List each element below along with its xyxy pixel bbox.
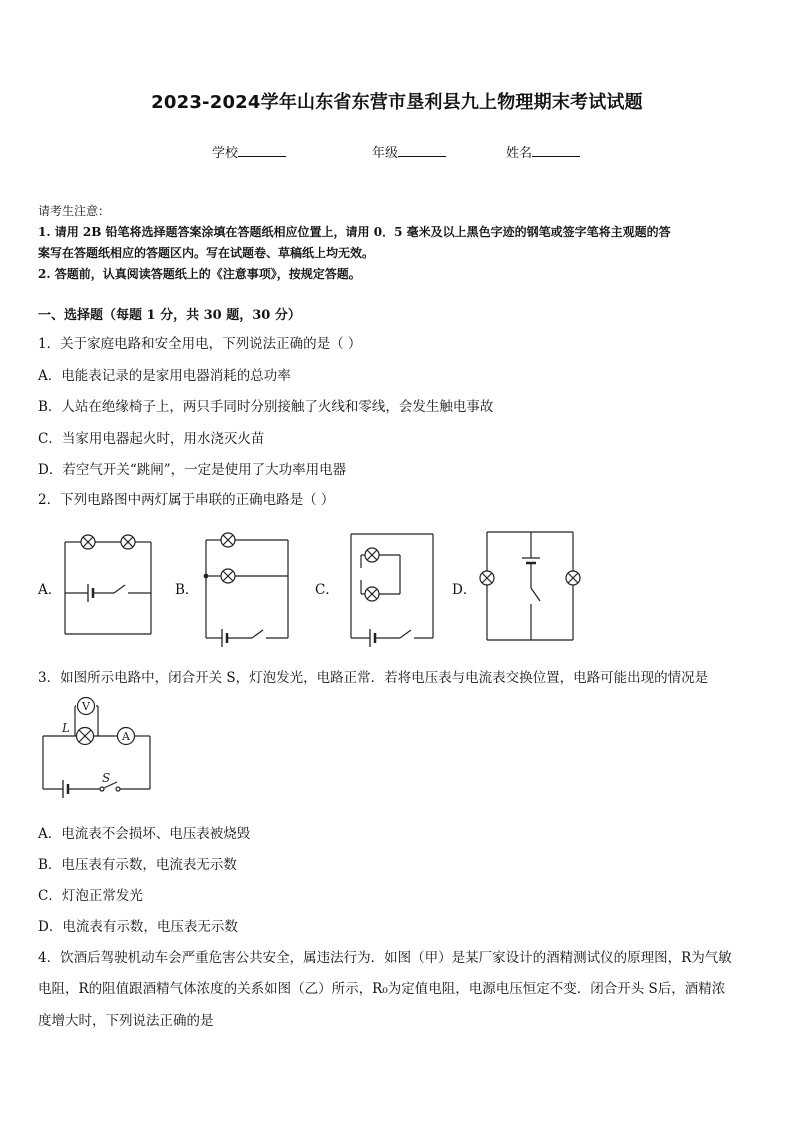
q2-stem: 2．下列电路图中两灯属于串联的正确电路是（ ） (38, 492, 335, 508)
voltmeter-label: V (82, 700, 90, 713)
grade-blank (398, 144, 446, 157)
q3-circuit-diagram (38, 696, 153, 806)
q4-stem-line1: 4．饮酒后驾驶机动车会严重危害公共安全，属违法行为．如图（甲）是某厂家设计的酒精测试仪的原理图，R为气敏 (38, 950, 732, 966)
q1-option-c: C．当家用电器起火时，用水浇灭火苗 (38, 431, 265, 447)
q2-label-c: C． (315, 582, 339, 598)
q4-stem-line3: 度增大时，下列说法正确的是 (38, 1013, 214, 1029)
q1-option-a: A．电能表记录的是家用电器消耗的总功率 (38, 368, 291, 384)
circuit-d-diagram (482, 528, 577, 643)
notice-item2: 2. 答题前，认真阅读答题纸上的《注意事项》，按规定答题。 (38, 267, 361, 281)
circuit-b-diagram (200, 532, 290, 642)
notice-heading: 请考生注意： (38, 204, 111, 218)
notice-item1-line2: 案写在答题纸相应的答题区内。写在试题卷、草稿纸上均无效。 (38, 246, 375, 260)
school-label: 学校 (212, 146, 239, 161)
q3-option-b: B．电压表有示数，电流表无示数 (38, 857, 237, 873)
circuit-c-diagram (345, 530, 435, 645)
name-field (506, 142, 580, 161)
q4-stem-line2: 电阻，R的阻值跟酒精气体浓度的关系如图（乙）所示，R₀为定值电阻，电源电压恒定不变．闭合开头 S后，酒精浓 (38, 981, 726, 997)
q3-option-a: A．电流表不会损坏、电压表被烧毁 (38, 826, 251, 842)
q3-option-d: D．电流表有示数，电压表无示数 (38, 919, 238, 935)
section-heading: 一、选择题（每题 1 分，共 30 题，30 分） (38, 308, 301, 323)
grade-field (372, 142, 446, 161)
school-blank (238, 144, 286, 157)
q2-label-a: A． (38, 582, 62, 598)
page-title: 2023-2024学年山东省东营市垦利县九上物理期末考试试题 (151, 92, 643, 113)
grade-label: 年级 (372, 146, 399, 161)
q1-option-b: B．人站在绝缘椅子上，两只手同时分别接触了火线和零线，会发生触电事故 (38, 399, 494, 415)
q2-label-d: D． (452, 582, 477, 598)
lamp-label: L (62, 721, 70, 735)
school-field (212, 142, 286, 161)
name-blank (532, 144, 580, 157)
ammeter-label: A (122, 730, 130, 743)
q3-option-c: C．灯泡正常发光 (38, 888, 143, 904)
q1-stem: 1．关于家庭电路和安全用电，下列说法正确的是（ ） (38, 336, 362, 352)
notice-item1-line1: 1. 请用 2B 铅笔将选择题答案涂填在答题纸相应位置上，请用 0．5 毫米及以上黑色字迹的钢笔或签字笔将主观题的答 (38, 225, 671, 239)
q1-option-d: D．若空气开关“跳闸”，一定是使用了大功率用电器 (38, 462, 347, 478)
switch-label: S (102, 771, 111, 785)
name-label: 姓名 (506, 146, 533, 161)
q2-label-b: B． (175, 582, 199, 598)
q3-stem: 3．如图所示电路中，闭合开关 S，灯泡发光，电路正常．若将电压表与电流表交换位置，电路可能出现的情况是 (38, 670, 709, 686)
circuit-a-diagram (62, 535, 157, 635)
